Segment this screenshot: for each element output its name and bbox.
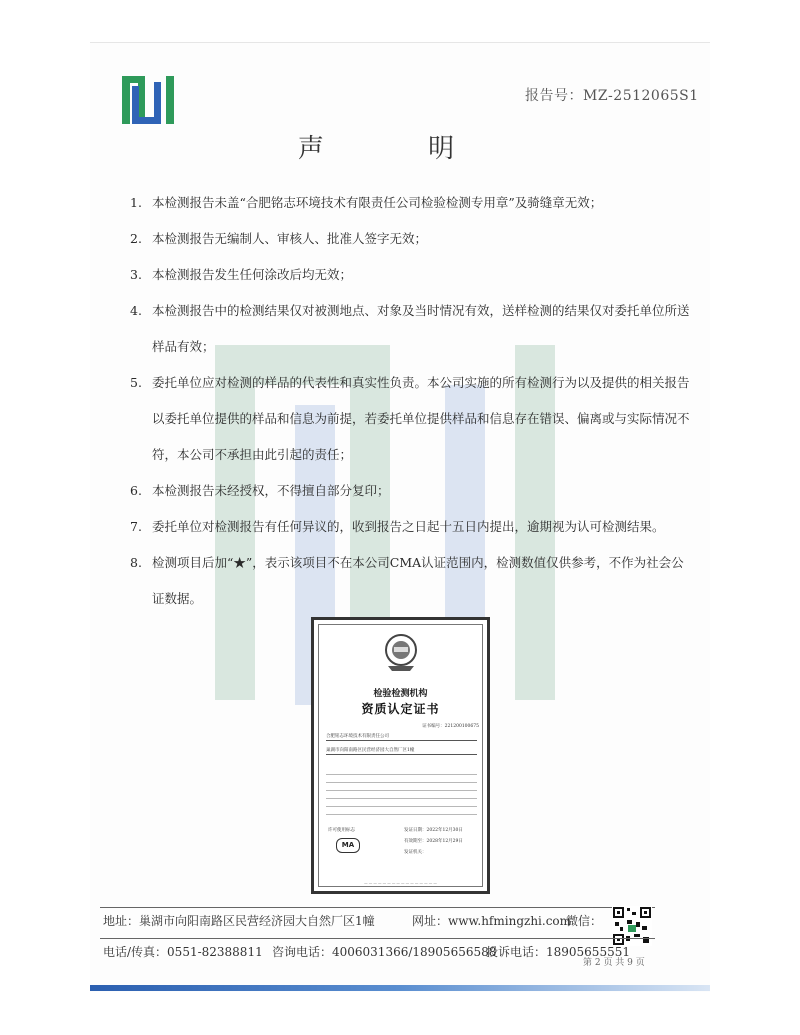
page-title: 声 明 — [297, 134, 503, 164]
footer-phone-fax: 电话/传真：0551-82388811 — [103, 945, 263, 959]
list-item: 2. 本检测报告无编制人、审核人、批准人签字无效； — [130, 231, 428, 246]
statement-list — [130, 185, 690, 617]
certificate-footnote: — — — — — — — — — — — — — — — — — [364, 881, 437, 885]
list-item: 1. 本检测报告未盖“合肥铭志环境技术有限责任公司检验检测专用章”及骑缝章无效； — [130, 195, 603, 210]
footer-divider — [100, 938, 655, 939]
certificate-heading: 检验检测机构 — [373, 689, 428, 699]
cma-mark-icon: MA — [336, 838, 360, 853]
page-number: 第 2 页 共 9 页 — [583, 958, 645, 968]
divider — [326, 754, 477, 755]
footer-consult-phone: 咨询电话：4006031366/18905656588 — [272, 945, 497, 959]
divider — [326, 740, 477, 741]
footer-website: 网址：www.hfmingzhi.com — [412, 914, 572, 928]
certificate-company: 合肥铭志环境技术有限责任公司 — [326, 734, 389, 739]
list-item: 5. 委托单位应对检测的样品的代表性和真实性负责。本公司实施的所有检测行为以及提供的相关报告以委托单位提供的样品和信息为前提，若委托单位提供样品和信息存在错误、偏离或与实际情况不符，本公司不承担由此引起的责任； — [130, 375, 690, 462]
certificate-number: 证书编号：221200100675 — [422, 724, 479, 729]
page-top-edge — [90, 42, 710, 43]
certificate-address: 巢湖市向阳南路区民营经济园大自然厂区1幢 — [326, 748, 415, 753]
list-item: 7. 委托单位对检测报告有任何异议的，收到报告之日起十五日内提出，逾期视为认可检测结果。 — [130, 519, 665, 534]
valid-until: 有效期至：2028年12月29日 — [404, 839, 463, 844]
footer-complaint-phone: 投诉电话：18905655551 — [486, 945, 630, 959]
bottom-color-bar — [90, 985, 710, 991]
list-item: 4. 本检测报告中的检测结果仅对被测地点、对象及当时情况有效，送样检测的结果仅对委托单位所送样品有效； — [130, 303, 690, 354]
list-item: 6. 本检测报告未经授权，不得擅自部分复印； — [130, 483, 390, 498]
report-number: 报告号：MZ-2512065S1 — [525, 88, 699, 104]
wechat-qr-code-icon — [612, 906, 652, 946]
qualification-certificate — [311, 617, 490, 894]
footer-divider — [100, 907, 655, 908]
footer-address: 地址：巢湖市向阳南路区民营经济园大自然厂区1幢 — [103, 914, 375, 928]
list-item: 8. 检测项目后加“★”，表示该项目不在本公司CMA认证范围内，检测数值仅供参考，不作为社会公证数据。 — [130, 555, 684, 606]
list-item: 3. 本检测报告发生任何涂改后均无效； — [130, 267, 353, 282]
mark-label: 许可使用标志 — [328, 828, 355, 833]
issue-date: 发证日期：2022年12月30日 — [404, 828, 463, 833]
national-emblem-icon — [382, 632, 420, 672]
footer-wechat: 微信： — [566, 914, 603, 928]
company-logo-icon — [120, 72, 176, 128]
certificate-title: 资质认定证书 — [361, 702, 440, 716]
issuer: 发证机关： — [404, 850, 427, 855]
certificate-body-text — [326, 770, 477, 816]
